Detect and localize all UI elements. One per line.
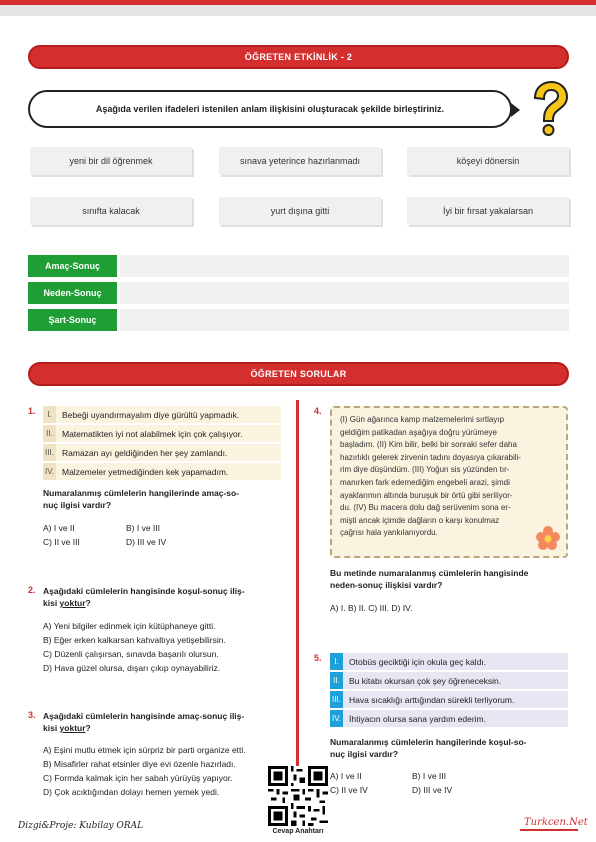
top-band — [0, 0, 596, 16]
numbered-sentence: I. Otobüs geciktiği için okula geç kaldı. — [330, 653, 568, 670]
question-stem: Numaralanmış cümlelerin hangilerinde amaç-so- nuç ilgisi vardır? — [43, 488, 240, 510]
instruction-text: Aşağıda verilen ifadeleri istenilen anlam ilişkisini oluşturacak şekilde birleştiriniz. — [95, 104, 445, 114]
numbered-sentence: IV. Malzemeler yetmediğinden kek yapamadım. — [43, 463, 281, 480]
option-c[interactable]: C) II ve IV — [330, 785, 368, 795]
option-d[interactable]: D) Hava güzel olursa, dışarı çıkıp oynayabiliriz. — [43, 663, 221, 673]
instruction-bubble — [28, 90, 512, 128]
numbered-sentence: IV. İhtiyacın olursa sana yardım ederim. — [330, 710, 568, 727]
phrase-chip[interactable] — [30, 147, 192, 175]
option-b[interactable]: B) Eğer erken kalkarsan kahvaltıya yetişebilirsin. — [43, 635, 226, 645]
option-d[interactable]: D) III ve IV — [126, 537, 167, 547]
option-c[interactable]: C) Düzenli çalışırsan, sınavda başarılı olursun. — [43, 649, 219, 659]
logo-underline — [520, 829, 578, 831]
option-a[interactable]: A) I ve II — [330, 771, 362, 781]
phrase-text: İyi bir fırsat yakalarsan — [442, 206, 534, 216]
column-divider — [296, 400, 299, 812]
question-number: 3. — [28, 710, 36, 720]
question-stem: Aşağıdaki cümlelerin hangisinde amaç-sonuç iliş- kisi yoktur? — [43, 711, 245, 733]
phrase-chip[interactable] — [407, 197, 569, 225]
question-number: 2. — [28, 585, 36, 595]
relation-label-cause: Neden-Sonuç — [28, 282, 117, 304]
top-red-stripe — [0, 0, 596, 5]
numbered-sentence: II. Matematikten iyi not alabilmek için çok çalışıyor. — [43, 425, 281, 442]
story-box: (I) Gün ağarınca kamp malzemelerimi sırtlayıp geldiğim patikadan aşağıya doğru yürümeye başladım. (II) Kim bilir, belki bir sonraki sefer daha hazırlıklı gelerek zirvenin tadını doyasıya çıkarabili- rim diye düşündüm. (III) Yoğun sis yüzünden tır- manırken fark edemediğim engebeli arazi, şimdi ayaklarımın altında buruşuk bir örtü gibi seriliyor- du. (IV) Bu macera dolu dağ serüvenim sona er- mişti ancak içimde dağların o karşı konulmaz çağrısı hala yankılanıyordu. — [330, 406, 568, 558]
option-a[interactable]: A) I ve II — [43, 523, 75, 533]
option-a[interactable]: A) Yeni bilgiler edinmek için kütüphaneye gitti. — [43, 621, 216, 631]
question-number: 4. — [314, 406, 322, 416]
phrase-text: yeni bir dil öğrenmek — [69, 156, 153, 166]
phrase-chip[interactable] — [407, 147, 569, 175]
question-stem: Numaralanmış cümlelerin hangilerinde koşul-so- nuç ilgisi vardır? — [330, 737, 527, 759]
speech-tail — [511, 103, 520, 117]
qr-code-icon[interactable] — [268, 766, 328, 826]
numbered-sentence: III. Hava sıcaklığı arttığından sürekli terliyorum. — [330, 691, 568, 708]
relation-label-purpose: Amaç-Sonuç — [28, 255, 117, 277]
phrase-text: sınıfta kalacak — [82, 206, 140, 216]
option-b[interactable]: B) I ve III — [412, 771, 447, 781]
numbered-sentence: II. Bu kitabı okursan çok şey öğreneceksin. — [330, 672, 568, 689]
question-stem: Bu metinde numaralanmış cümlelerin hangisinde neden-sonuç ilişkisi vardır? — [330, 568, 529, 590]
numbered-sentence: I. Bebeği uyandırmayalım diye gürültü yapmadık. — [43, 406, 281, 423]
phrase-chip[interactable] — [219, 147, 381, 175]
option-d[interactable]: D) III ve IV — [412, 785, 453, 795]
phrase-text: sınava yeterince hazırlanmadı — [239, 156, 361, 166]
phrase-chip[interactable] — [30, 197, 192, 225]
option-c[interactable]: C) Formda kalmak için her sabah yürüyüş yapıyor. — [43, 773, 233, 783]
site-logo: Turkcen.Net — [524, 817, 588, 828]
phrase-text: yurt dışına gitti — [270, 206, 330, 216]
questions-title: ÖĞRETEN SORULAR — [28, 362, 569, 386]
answer-field-condition[interactable] — [120, 309, 569, 331]
question-stem: Aşağıdaki cümlelerin hangisinde koşul-sonuç iliş- kisi yoktur? — [43, 586, 245, 608]
credit-text: Dizgi&Proje: Kubilay ORAL — [18, 821, 144, 831]
option-b[interactable]: B) I ve III — [126, 523, 161, 533]
option-d[interactable]: D) Çok acıktığından dolayı hemen yemek yedi. — [43, 787, 220, 797]
question-mark-icon — [527, 80, 571, 138]
answer-field-purpose[interactable] — [120, 255, 569, 277]
question-number: 5. — [314, 653, 322, 663]
relation-label-condition: Şart-Sonuç — [28, 309, 117, 331]
options-line[interactable]: A) I. B) II. C) III. D) IV. — [330, 603, 413, 613]
answer-field-cause[interactable] — [120, 282, 569, 304]
question-number: 1. — [28, 406, 36, 416]
phrase-text: köşeyi dönersin — [456, 156, 520, 166]
option-c[interactable]: C) II ve III — [43, 537, 80, 547]
numbered-sentence: III. Ramazan ayı geldiğinden her şey zamlandı. — [43, 444, 281, 461]
answer-key-label: Cevap Anahtarı — [272, 828, 324, 835]
phrase-chip[interactable] — [219, 197, 381, 225]
flower-icon — [536, 526, 560, 550]
activity-title: ÖĞRETEN ETKİNLİK - 2 — [28, 45, 569, 69]
option-b[interactable]: B) Misafirler rahat etsinler diye evi özenle hazırladı. — [43, 759, 236, 769]
option-a[interactable]: A) Eşini mutlu etmek için sürpriz bir parti organize etti. — [43, 745, 246, 755]
